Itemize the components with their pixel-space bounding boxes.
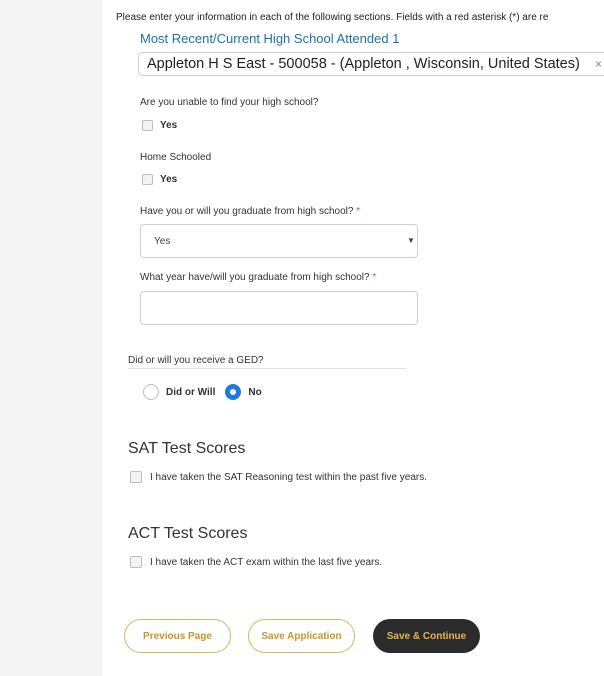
selected-school-value: Appleton H S East - 500058 - (Appleton , Wisconsin, United States) bbox=[147, 56, 580, 72]
graduation-year-question-text: What year have/will you graduate from high school? bbox=[140, 272, 370, 283]
clear-icon[interactable]: × bbox=[595, 57, 603, 71]
divider bbox=[128, 368, 406, 369]
graduate-select-value: Yes bbox=[154, 236, 171, 247]
ged-did-or-will-radio[interactable] bbox=[143, 384, 159, 400]
graduation-year-question bbox=[140, 272, 376, 283]
form-instructions: Please enter your information in each of the following sections. Fields with a red asterisk (*) are re bbox=[116, 12, 549, 23]
ged-radio-group bbox=[143, 384, 262, 400]
graduation-year-input[interactable] bbox=[140, 291, 418, 325]
sat-checkbox[interactable] bbox=[130, 471, 142, 483]
act-section-heading: ACT Test Scores bbox=[128, 525, 248, 542]
high-school-select[interactable] bbox=[138, 52, 604, 76]
act-checkbox-label: I have taken the ACT exam within the last five years. bbox=[150, 556, 383, 568]
cant-find-school-yes-label: Yes bbox=[160, 119, 178, 131]
act-checkbox[interactable] bbox=[130, 556, 142, 568]
act-checkbox-row[interactable] bbox=[130, 556, 382, 568]
ged-no-label: No bbox=[248, 386, 262, 398]
ged-no-radio[interactable] bbox=[225, 384, 241, 400]
graduate-question bbox=[140, 206, 360, 217]
required-asterisk: * bbox=[356, 206, 361, 217]
home-schooled-yes-option[interactable] bbox=[142, 172, 177, 186]
cant-find-school-checkbox[interactable] bbox=[142, 120, 153, 131]
home-schooled-question: Home Schooled bbox=[140, 152, 212, 163]
previous-page-button[interactable]: Previous Page bbox=[124, 619, 231, 653]
sat-checkbox-label: I have taken the SAT Reasoning test within the past five years. bbox=[150, 471, 428, 483]
required-asterisk: * bbox=[372, 272, 377, 283]
graduate-select[interactable] bbox=[140, 224, 418, 258]
cant-find-school-yes-option[interactable] bbox=[142, 118, 177, 132]
ged-did-or-will-label: Did or Will bbox=[166, 386, 216, 398]
chevron-down-icon: ▼ bbox=[407, 236, 415, 245]
high-school-section-title: Most Recent/Current High School Attended 1 bbox=[140, 31, 400, 46]
save-application-button[interactable]: Save Application bbox=[248, 619, 355, 653]
cant-find-school-question: Are you unable to find your high school? bbox=[140, 97, 319, 108]
sat-checkbox-row[interactable] bbox=[130, 471, 427, 483]
ged-question: Did or will you receive a GED? bbox=[128, 355, 264, 366]
save-and-continue-button[interactable]: Save & Continue bbox=[373, 619, 480, 653]
sat-section-heading: SAT Test Scores bbox=[128, 440, 246, 457]
home-schooled-yes-label: Yes bbox=[160, 173, 178, 185]
graduate-question-text: Have you or will you graduate from high school? bbox=[140, 206, 354, 217]
home-schooled-checkbox[interactable] bbox=[142, 174, 153, 185]
